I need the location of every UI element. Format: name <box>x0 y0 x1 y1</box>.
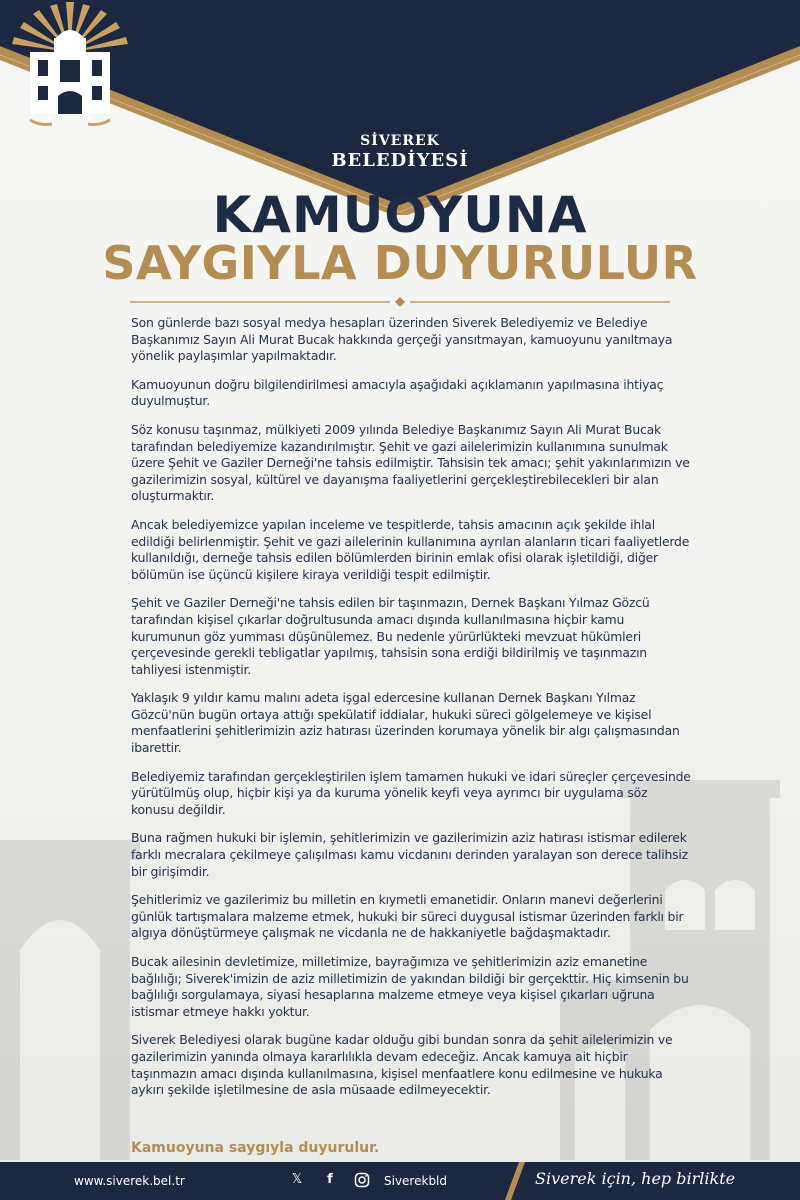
svg-text:✦: ✦ <box>46 115 54 125</box>
header-banner <box>0 0 800 215</box>
paragraph-5: Şehit ve Gaziler Derneği'ne tahsis edilen bir taşınmazın, Dernek Başkanı Yılmaz Gözcü tarafından kişisel çıkarlar doğrultusunda amacı dışında kullanılmasına hiçbir kamu kurumunun göz yumması düşünülemez. Bu nedenle yürürlükteki mevzuat hükümleri çerçevesinde gerekli tebligatlar yapılmış, tahsisin sona erdiği bildirilmiş ve taşınmazın tahliyesi istenmiştir. <box>131 595 650 677</box>
footer-slogan: Siverek için, hep birlikte <box>535 1169 736 1188</box>
svg-text:✦: ✦ <box>36 103 44 113</box>
paragraph-7: Belediyemiz tarafından gerçekleştirilen işlem tamamen hukuki ve idari süreçler çerçevesinde yürütülmüş olup, hiçbir kişi ya da kuruma yönelik keyfi veya ayrımcı bir uygulama söz konusu değildir. <box>131 768 691 817</box>
logo-name <box>300 134 500 170</box>
paragraph-9: Şehitlerimiz ve gazilerimiz bu milletin en kıymetli emanetidir. Onların manevi değerlerini günlük tartışmalara malzeme etmek, hukuki bir süreci duygusal istismar üzerinden farklı bir algıya dönüştürmeye çalışmak ne vicdanla ne de hakkaniyetle bağdaşmaktadır. <box>131 892 684 941</box>
paragraph-2: Kamuoyunun doğru bilgilendirilmesi amacıyla aşağıdaki açıklamanın yapılmasına ihtiyaç duyulmuştur. <box>131 376 664 409</box>
announcement-body <box>131 315 691 1111</box>
logo-line1: SİVEREK <box>360 133 440 149</box>
municipality-logo <box>0 0 140 170</box>
title-divider <box>130 297 670 307</box>
facebook-icon[interactable]: f <box>327 1172 333 1187</box>
closing-line: Kamuoyuna saygıyla duyurulur. <box>131 1140 380 1156</box>
x-icon[interactable]: 𝕏 <box>291 1172 303 1187</box>
paragraph-3: Söz konusu taşınmaz, mülkiyeti 2009 yılında Belediye Başkanımız Sayın Ali Murat Bucak tarafından belediyemize kazandırılmıştır. Şehit ve gazi ailelerimizin kullanımına sunulmak üzere Şehit ve Gaziler Derneği'ne tahsis edilmiştir. Tahsisin tek amacı; şehit yakınlarımızın ve gazilerimizin sosyal, kültürel ve dayanışma faaliyetlerini gerçekleştirebilecekleri bir alan oluşturmaktır. <box>131 421 690 504</box>
title-line2: SAYGIYLA DUYURULUR <box>102 236 698 290</box>
paragraph-10: Bucak ailesinin devletimize, milletimize, bayrağımıza ve şehitlerimizin aziz emanetine bağlılığı; Siverek'imizin de aziz milletimizin de yakından bildiği bir gerçekttir. Hiç kimsenin bu bağlılığı sorgulamaya, siyasi hesaplarına malzeme etmeye veya kişisel çıkarları uğruna istismar etmeye hakkı yoktur. <box>131 954 689 1019</box>
instagram-icon[interactable] <box>354 1172 370 1188</box>
title-line1: KAMUOYUNA <box>212 186 588 244</box>
social-handle[interactable]: Siverekbld <box>384 1174 448 1188</box>
paragraph-6: Yaklaşık 9 yıldır kamu malını adeta işgal edercesine kullanan Dernek Başkanı Yılmaz Gözcü'nün bugün ortaya attığı spekülatif iddialar, hukuki süreci gölgelemeye ve kişisel menfaatlerini şehitlerimizin aziz hatırası üzerinden korumaya yönelik bir algı çalışmasından ibarettir. <box>131 690 680 756</box>
paragraph-11: Siverek Belediyesi olarak bugüne kadar olduğu gibi bundan sonra da şehit ailelerimizin ve gazilerimizin yanında olmaya kararlılıkla devam edeceğiz. Ancak kamuya ait hiçbir taşınmazın amacı dışında kullanılmasına, kişisel menfaatlere konu edilmesine ve hukuka aykırı şekilde işletilmesine de asla müsaade edilmeyecektir. <box>131 1032 673 1098</box>
svg-text:✦: ✦ <box>86 115 94 125</box>
paragraph-8: Buna rağmen hukuki bir işlemin, şehitlerimizin ve gazilerimizin aziz hatırası istismar edilerek farklı mecralara çekilmeye çalışılması kamu vicdanını derinden yaralayan son derece talihsiz bir girişimdir. <box>131 830 688 879</box>
logo-line2: BELEDİYESİ <box>331 150 469 171</box>
paragraph-4: Ancak belediyemizce yapılan inceleme ve tespitlerde, tahsis amacının açık şekilde ihlal edildiği belirlenmiştir. Şehit ve gazi ailelerinin kullanımına ayrılan alanların ticari faaliyetlerde kullanıldığı, derneğe tahsis edilen bölümlerden birinin emlak ofisi olarak işletildiği, diğer bölümün ise üçüncü kişilere kiraya verildiği tespit edilmiştir. <box>131 516 690 582</box>
website-link[interactable]: www.siverek.bel.tr <box>74 1174 185 1188</box>
paragraph-1: Son günlerde bazı sosyal medya hesapları üzerinden Siverek Belediyemiz ve Belediye Başkanımız Sayın Ali Murat Bucak hakkında gerçeği yansıtmayan, kamuoyunu yanıltmaya yönelik paylaşımlar yapılmaktadır. <box>131 315 673 364</box>
svg-text:✦: ✦ <box>96 103 104 113</box>
